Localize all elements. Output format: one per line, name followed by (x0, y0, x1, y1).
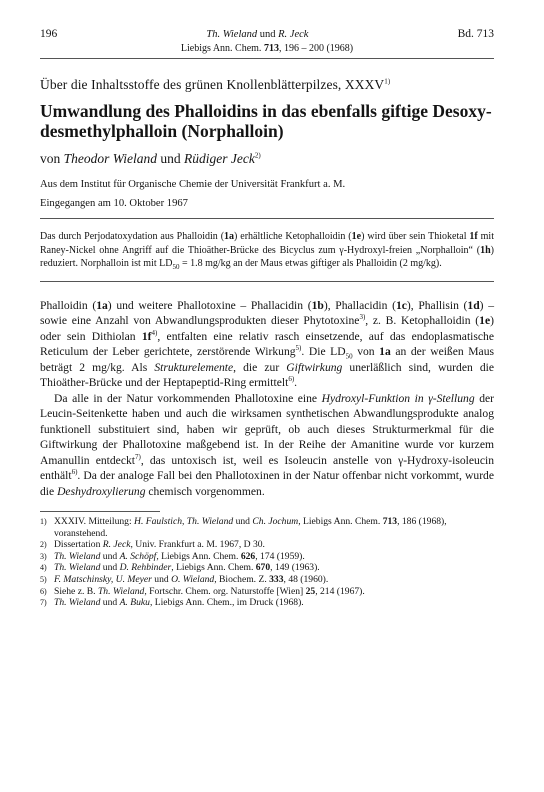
footnote (40, 539, 494, 551)
footnote (40, 574, 494, 586)
page-number: 196 (40, 28, 58, 40)
footnote (40, 516, 494, 539)
paper-page (40, 28, 494, 609)
author-line: von Theodor Wieland und Rüdiger Jeck$^{2)}$ (40, 151, 261, 166)
footnotes (40, 516, 494, 609)
footnote-number: 3) (40, 551, 47, 561)
footnote-rule (40, 511, 160, 512)
footnote-text: Siehe z. B. Th. Wieland, Fortschr. Chem. org. Naturstoffe [Wien] 25, 214 (1967). (54, 585, 365, 597)
footnote (40, 562, 494, 574)
paragraph: Da alle in der Natur vorkommenden Phallotoxine eine Hydroxyl-Funktion in γ-Stellung der Leucin-Seitenkette haben und auch die wirksamen synthetischen Abwandlungsprodukte analog funktionell substituiert sind, haben wir geprüft, ob auch dieses Strukturmerkmal für die Giftwirkung der Phallotoxine maßgebend ist. In der Reihe der Amanitine wurde vor kurzem Amanullin entdeckt$^{7)}$, das untoxisch ist, weil es Isoleucin anstelle von γ-Hydroxy-isoleucin enthält$^{6)}$. Da der analoge Fall bei den Phallotoxinen in der Natur offenbar nicht vorkommt, wurde die Deshydroxylierung chemisch vorgenommen. (40, 391, 495, 498)
body-text (40, 298, 494, 500)
received-date: Eingegangen am 10. Oktober 1967 (40, 198, 188, 209)
footnote-text: Th. Wieland und A. Buku, Liebigs Ann. Chem., im Druck (1968). (54, 597, 304, 609)
paragraph: Phalloidin (1a) und weitere Phallotoxine – Phallacidin (1b), Phallacidin (1c), Phallisin (1d) – sowie eine Anzahl von Abwandlungsprodukten dieser Phytotoxine$^{3)}$, z. B. Ketophalloidin (1e) oder sein Dithiolan $1f^{4)}$, entfalten eine relativ rasch einsetzende, auf das endoplasmatische Reticulum der Leber gerichtete, zerstörende Wirkung$^{5)}$. Die $LD_{50}$ von 1a an der weißen Maus beträgt 2 mg/kg. Als Strukturelemente, die zur Giftwirkung unerläßlich sind, wurden die Thioäther-Brücke und der Heptapeptid-Ring ermittelt$^{6)}$. (40, 298, 495, 389)
footnote-text: Th. Wieland und D. Rehbinder, Liebigs Ann. Chem. 670, 149 (1963). (54, 562, 320, 574)
footnote-number: 7) (40, 598, 47, 608)
footnote-number: 2) (40, 540, 47, 550)
footnote-number: 5) (40, 574, 47, 584)
footnote-number: 1) (40, 517, 47, 526)
institute-line: Aus dem Institut für Organische Chemie der Universität Frankfurt a. M. (40, 179, 346, 190)
running-head-authors: Th. Wieland und R. Jeck (206, 29, 309, 40)
footnote (40, 586, 494, 598)
footnote-text: Dissertation R. Jeck, Univ. Frankfurt a. M. 1967, D 30. (54, 539, 265, 551)
running-head (40, 28, 494, 40)
footnote (40, 551, 494, 563)
footnote-number: 4) (40, 563, 47, 573)
series-heading: Über die Inhaltsstoffe des grünen Knollenblätterpilzes, XXXV$^{1)}$ (40, 77, 391, 92)
journal-citation: Liebigs Ann. Chem. 713, 196 – 200 (1968) (40, 43, 494, 59)
footnote (40, 597, 494, 609)
abstract-bottom-rule (40, 281, 494, 282)
footnote-number: 6) (40, 586, 47, 596)
footnote-text: F. Matschinsky, U. Meyer und O. Wieland, Biochem. Z. 333, 48 (1960). (54, 573, 329, 585)
footnote-text: Th. Wieland und A. Schöpf, Liebigs Ann. Chem. 626, 174 (1959). (54, 550, 305, 562)
article-title: Umwandlung des Phalloidins in das ebenfalls giftige Desoxy-desmethylphalloin (Norphalloin) (40, 101, 492, 141)
footnote-text: XXXIV. Mitteilung: H. Faulstich, Th. Wieland und Ch. Jochum, Liebigs Ann. Chem. 713, 186 (1968), voranstehend. (54, 516, 447, 539)
abstract-top-rule (40, 218, 494, 219)
volume-label: Bd. 713 (457, 28, 494, 40)
abstract: Das durch Perjodatoxydation aus Phalloidin (1a) erhältliche Ketophalloidin (1e) wird über sein Thioketal 1f mit Raney-Nickel ohne Angriff auf die Thioäther-Brücke des Bicyclus zum γ-Hydroxyl-freien „Norphalloin“ (1h) reduziert. Norphalloin ist mit $LD_{50} = 1.8$ mg/kg an der Maus etwas giftiger als Phalloidin (2 mg/kg). (40, 231, 494, 271)
